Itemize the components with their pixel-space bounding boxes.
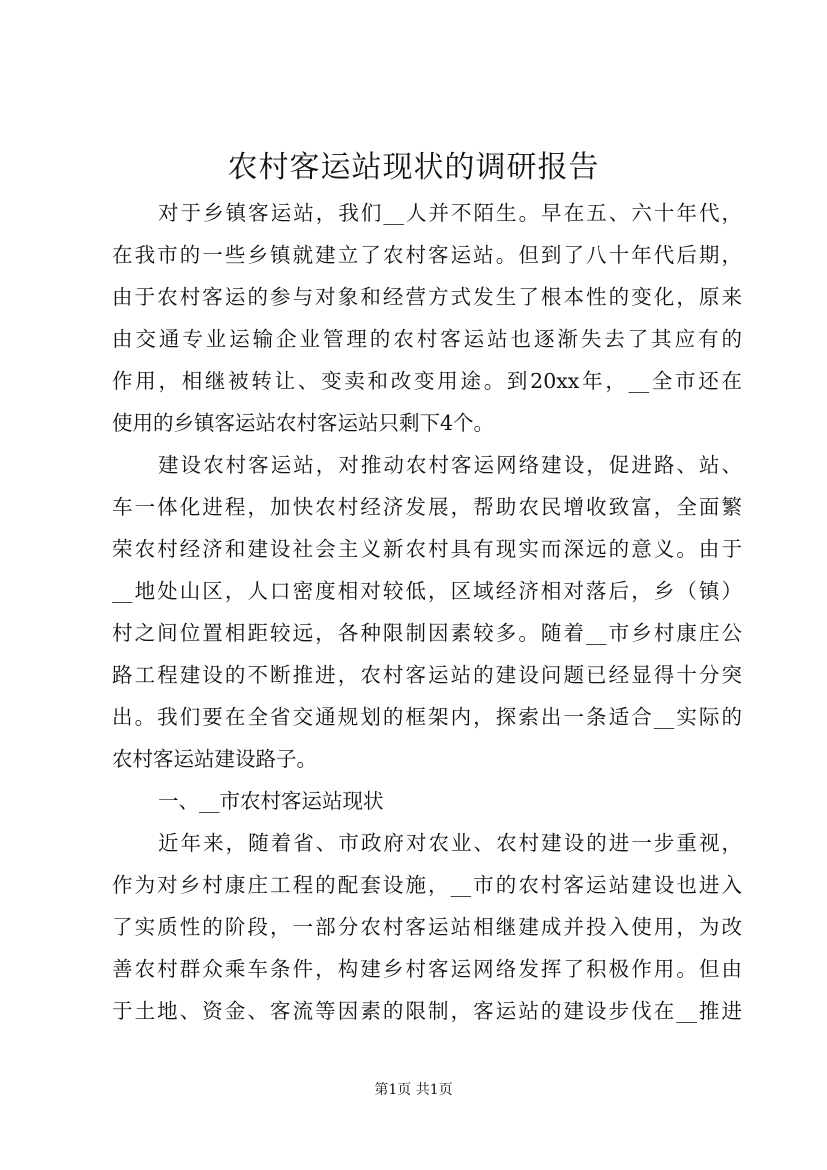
body-line: 在我市的一些乡镇就建立了农村客运站。但到了八十年代后期， [112,243,742,267]
body-line: 荣农村经济和建设社会主义新农村具有现实而深远的意义。由于 [112,537,742,561]
section-heading: 一、__市农村客运站现状 [158,789,384,813]
body-line: 村之间位置相距较远，各种限制因素较多。随着__市乡村康庄公 [112,621,742,645]
page-footer: 第1页 共1页 [374,1082,453,1098]
body-line: 农村客运站建设路子。 [112,747,317,771]
body-line: 由于农村客运的参与对象和经营方式发生了根本性的变化，原来 [112,285,742,309]
body-line: 作用，相继被转让、变卖和改变用途。到20xx年，__全市还在 [112,369,742,393]
body-line: 善农村群众乘车条件，构建乡村客运网络发挥了积极作用。但由 [112,957,742,981]
body-line: 由交通专业运输企业管理的农村客运站也逐渐失去了其应有的 [112,327,742,351]
body-line: 路工程建设的不断推进，农村客运站的建设问题已经显得十分突 [112,663,742,687]
body-line: 近年来，随着省、市政府对农业、农村建设的进一步重视， [158,831,742,855]
body-line: 作为对乡村康庄工程的配套设施，__市的农村客运站建设也进入 [112,873,742,897]
body-line: 建设农村客运站，对推动农村客运网络建设，促进路、站、 [158,453,742,477]
body-line: 了实质性的阶段，一部分农村客运站相继建成并投入使用，为改 [112,915,742,939]
body-line: 使用的乡镇客运站农村客运站只剩下4个。 [112,411,495,435]
document-title: 农村客运站现状的调研报告 [227,150,600,185]
body-line: 车一体化进程，加快农村经济发展，帮助农民增收致富，全面繁 [112,495,742,519]
body-line: 对于乡镇客运站，我们__人并不陌生。早在五、六十年代， [158,201,742,225]
body-line: __地处山区，人口密度相对较低，区域经济相对落后，乡（镇） [112,579,742,603]
body-line: 于土地、资金、客流等因素的限制，客运站的建设步伐在__推进 [112,999,742,1023]
body-line: 出。我们要在全省交通规划的框架内，探索出一条适合__实际的 [112,705,742,729]
